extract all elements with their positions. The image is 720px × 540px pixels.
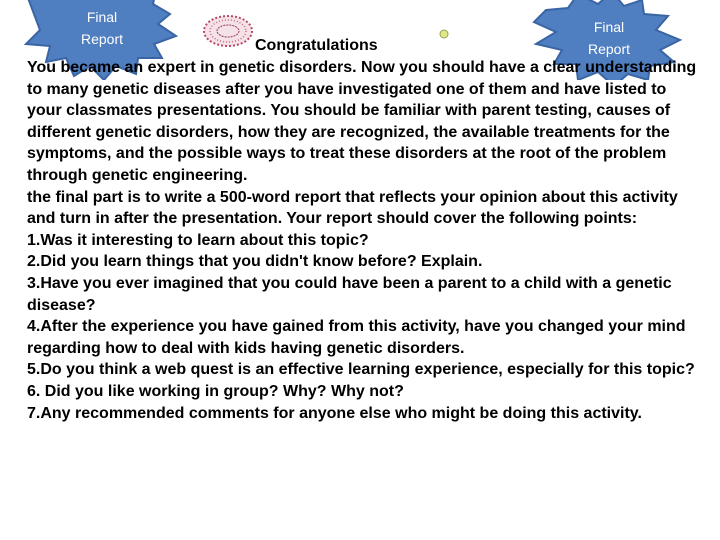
dot-graphic	[439, 29, 449, 39]
intro-paragraph: You became an expert in genetic disorders. Now you should have a clear understanding to many genetic diseases after you have investigated one of them and have listed to your classmates presentations. You should be familiar with parent testing, causes of different genetic disorders, how they are recognized, the available treatments for the symptoms, and the possible ways to treat these disorders at the root of the problem through genetic engineering.	[27, 59, 697, 184]
question-item: 4.After the experience you have gained from this activity, have you changed your mind regarding how to deal with kids having genetic disorders.	[27, 318, 686, 357]
question-item: 2.Did you learn things that you didn't know before? Explain.	[27, 253, 483, 271]
badge-label-left: Final Report	[80, 9, 124, 47]
stamp-graphic	[200, 14, 255, 48]
question-item: 3.Have you ever imagined that you could have been a parent to a child with a genetic disease?	[27, 274, 672, 314]
decorative-round-stamp-image	[200, 14, 255, 48]
question-item: 5.Do you think a web quest is an effective learning experience, especially for this topic?	[27, 361, 695, 379]
small-green-dot	[439, 26, 449, 36]
assignment-paragraph: the final part is to write a 500-word report that reflects your opinion about this activity and turn in after the presentation. Your report should cover the following points:	[27, 188, 678, 228]
question-item: 1.Was it interesting to learn about this topic?	[27, 231, 369, 249]
badge-label-right: Final Report	[587, 19, 631, 57]
page-title: Congratulations	[255, 37, 378, 54]
body-text	[27, 57, 699, 424]
question-item: 7.Any recommended comments for anyone else who might be doing this activity.	[27, 404, 642, 422]
question-item: 6. Did you like working in group? Why? Why not?	[27, 382, 404, 400]
